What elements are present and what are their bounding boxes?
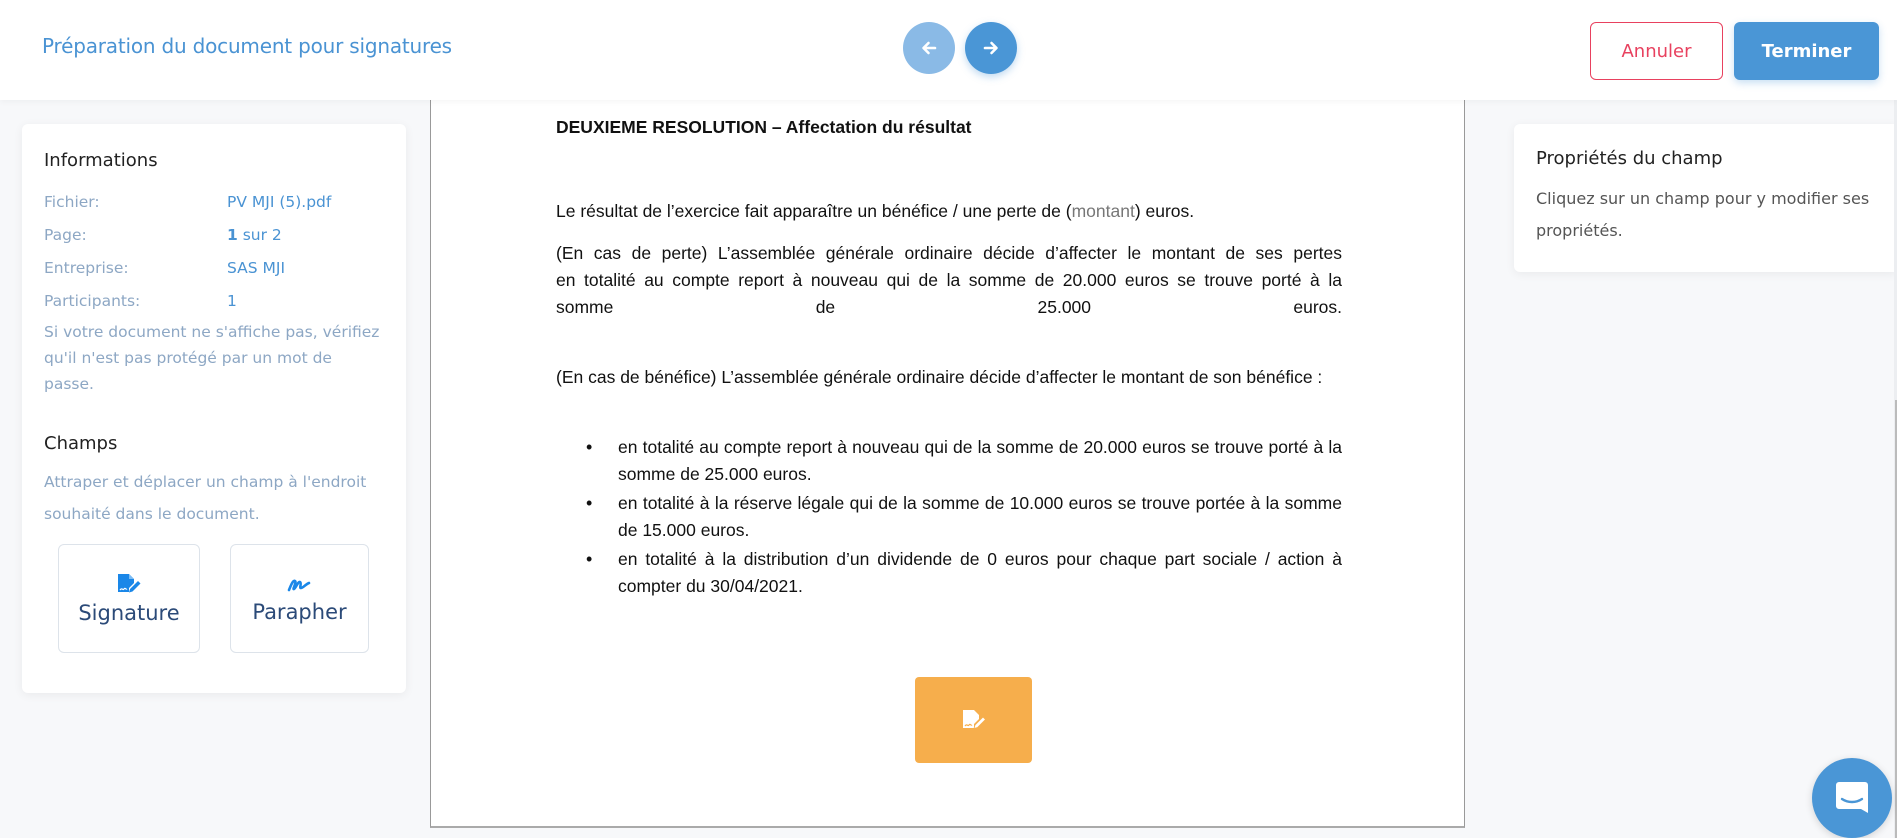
- placed-signature-field[interactable]: [915, 677, 1032, 763]
- initials-tile-label: Parapher: [252, 599, 347, 624]
- result-paragraph: [556, 198, 1342, 225]
- info-row-company: [44, 251, 384, 284]
- company-value: SAS MJI: [227, 258, 286, 277]
- finish-button[interactable]: Terminer: [1734, 22, 1879, 80]
- list-item: • en totalité au compte report à nouveau qui de la somme de 20.000 euros se trouve porté à la somme de 25.000 euros.: [556, 434, 1342, 488]
- signature-tile-label: Signature: [78, 600, 180, 625]
- info-row-participants: [44, 284, 384, 317]
- arrow-left-icon: [919, 38, 939, 58]
- result-text-end: ) euros.: [1134, 201, 1195, 221]
- password-note: Si votre document ne s'affiche pas, vérifiez qu'il n'est pas protégé par un mot de passe.: [44, 323, 380, 393]
- loss-line: en totalité au compte report à nouveau qui de la somme de 20.000 euros se trouve porté à la: [556, 270, 1342, 290]
- loss-paragraph: [556, 240, 1342, 321]
- page-title: Préparation du document pour signatures: [42, 34, 452, 58]
- document-page[interactable]: [430, 100, 1465, 828]
- page-value: [227, 226, 282, 244]
- cancel-button[interactable]: Annuler: [1590, 22, 1723, 80]
- info-panel: [22, 124, 406, 693]
- page-total: sur 2: [242, 225, 282, 244]
- previous-page-button[interactable]: [903, 22, 955, 74]
- current-page: 1: [227, 225, 238, 244]
- signature-field-tile[interactable]: [58, 544, 200, 653]
- list-item: • en totalité à la distribution d’un dividende de 0 euros pour chaque part sociale / action à compter du 30/04/2021.: [556, 546, 1342, 600]
- info-row-page: [44, 218, 384, 251]
- arrow-right-icon: [981, 38, 1001, 58]
- company-label: Entreprise:: [44, 258, 129, 277]
- list-item: • en totalité à la réserve légale qui de la somme de 10.000 euros se trouve portée à la somme de 15.000 euros.: [556, 490, 1342, 544]
- chat-icon: [1833, 779, 1871, 817]
- field-properties-panel: [1514, 124, 1897, 272]
- initials-field-tile[interactable]: [230, 544, 369, 653]
- amount-placeholder: montant: [1071, 201, 1135, 221]
- page-label: Page:: [44, 225, 87, 244]
- resolution-heading: DEUXIEME RESOLUTION – Affectation du résultat: [556, 117, 972, 137]
- profit-paragraph: (En cas de bénéfice) L’assemblée générale ordinaire décide d’affecter le montant de son bénéfice :: [556, 367, 1323, 387]
- file-value: PV MJI (5).pdf: [227, 192, 332, 211]
- initials-icon: [286, 574, 314, 594]
- field-tiles: [58, 544, 384, 653]
- top-header: [0, 0, 1897, 100]
- info-title: Informations: [44, 150, 158, 171]
- fields-title: Champs: [44, 433, 118, 454]
- loss-line: (En cas de perte) L’assemblée générale ordinaire décide d’affecter le montant de ses pertes: [556, 243, 1342, 263]
- properties-description: Cliquez sur un champ pour y modifier ses propriétés.: [1536, 189, 1870, 240]
- fields-description: Attraper et déplacer un champ à l'endroit souhaité dans le document.: [44, 473, 367, 523]
- info-row-file: [44, 185, 384, 218]
- chat-launcher-button[interactable]: [1812, 758, 1892, 838]
- file-signature-icon: [116, 573, 142, 595]
- file-signature-icon: [960, 709, 988, 731]
- file-label: Fichier:: [44, 192, 100, 211]
- properties-title: Propriétés du champ: [1536, 148, 1723, 169]
- result-text: Le résultat de l’exercice fait apparaître un bénéfice / une perte de (: [556, 201, 1072, 221]
- participants-value: 1: [227, 291, 237, 310]
- loss-line: somme de 25.000 euros.: [556, 297, 1342, 317]
- participants-label: Participants:: [44, 291, 141, 310]
- next-page-button[interactable]: [965, 22, 1017, 74]
- allocation-list: [556, 434, 1342, 602]
